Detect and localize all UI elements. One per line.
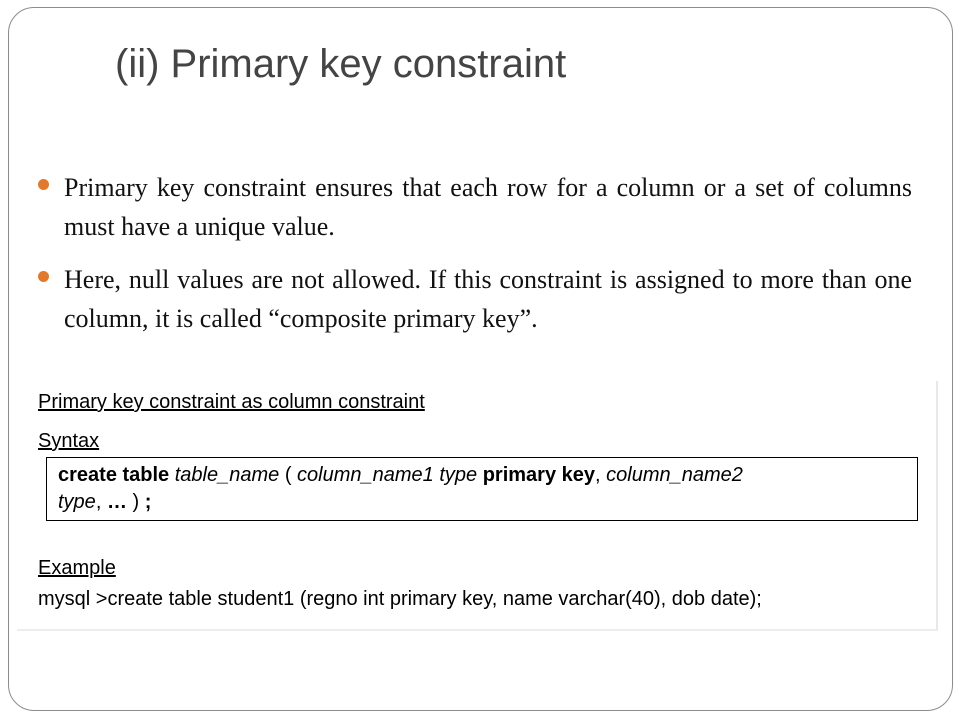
example-code: mysql >create table student1 (regno int primary key, name varchar(40), dob date); <box>38 588 762 610</box>
syntax-label: Syntax <box>38 430 100 452</box>
bullet-item <box>64 260 912 338</box>
open-paren: ( <box>279 464 298 486</box>
primary-key-keyword: primary key <box>482 464 596 486</box>
syntax-line-1 <box>58 462 906 489</box>
bullet-text: Here, null values are not allowed. If this constraint is assigned to more than one column, it is called “composite primary key”. <box>64 265 912 333</box>
bullet-text: Primary key constraint ensures that each row for a column or a set of columns must have a unique value. <box>64 173 912 241</box>
example-label: Example <box>38 557 116 579</box>
column2-placeholder: column_name2 <box>606 464 743 486</box>
bullet-dot-icon <box>38 179 49 190</box>
syntax-line-2 <box>58 489 906 516</box>
bullet-list <box>64 168 912 352</box>
slide-title: (ii) Primary key constraint <box>115 42 567 86</box>
column1-placeholder: column_name1 type <box>297 464 478 486</box>
close-paren: ) <box>126 491 145 513</box>
syntax-box <box>46 457 918 521</box>
create-table-keyword: create table <box>58 464 170 486</box>
semicolon: ; <box>144 491 152 513</box>
snippet-heading: Primary key constraint as column constraint <box>38 391 425 413</box>
bullet-dot-icon <box>38 271 49 282</box>
table-name-placeholder: table_name <box>174 464 280 486</box>
separator: , <box>595 464 607 486</box>
ellipsis: … <box>106 491 127 513</box>
syntax-snippet-image <box>17 381 938 631</box>
type-placeholder: type <box>58 491 96 513</box>
bullet-item <box>64 168 912 246</box>
comma: , <box>95 491 107 513</box>
